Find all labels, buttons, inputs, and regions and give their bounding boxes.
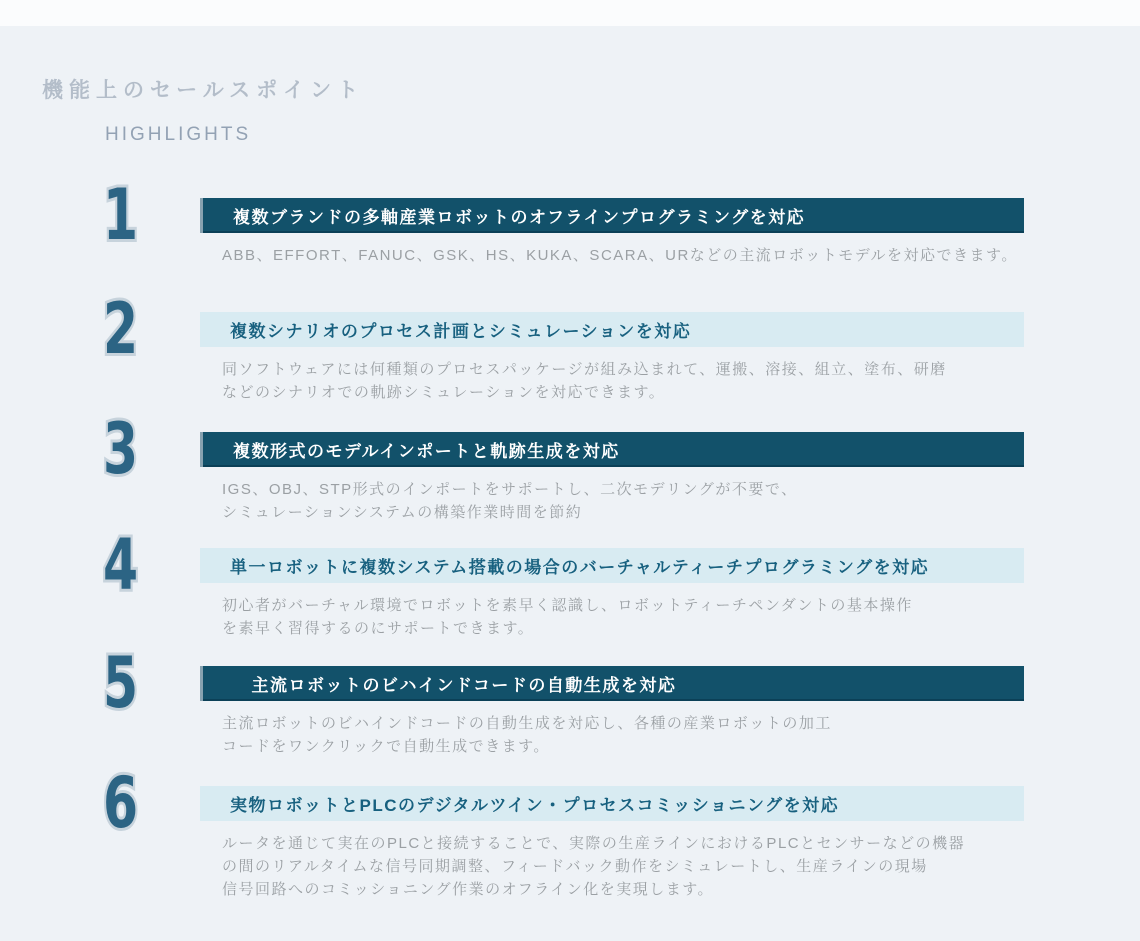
- item-heading: 複数シナリオのプロセス計画とシミュレーションを対応: [230, 322, 692, 341]
- item-body-line: 初心者がバーチャル環境でロボットを素早く認識し、ロボットティーチペンダントの基本操作: [222, 597, 913, 614]
- item-heading-bar: [200, 312, 1024, 347]
- item-body: [200, 712, 1060, 758]
- item-body-line: 同ソフトウェアには何種類のプロセスパッケージが組み込まれて、運搬、溶接、組立、塗布、研磨: [222, 361, 947, 378]
- item-heading-bar: [200, 198, 1024, 233]
- item-body: [200, 358, 1060, 404]
- item-heading-bar: [200, 548, 1024, 583]
- item-number: 1: [103, 174, 139, 256]
- item-content: [200, 432, 1060, 524]
- item-body-line: 主流ロボットのビハインドコードの自動生成を対応し、各種の産業ロボットの加工: [222, 715, 832, 732]
- item-content: [200, 786, 1060, 901]
- item-heading: 主流ロボットのビハインドコードの自動生成を対応: [233, 676, 677, 695]
- item-content: [200, 198, 1060, 267]
- item-content: [200, 548, 1060, 640]
- page-title: 機能上のセールスポイント: [42, 79, 365, 102]
- item-heading: 単一ロボットに複数システム搭載の場合のバーチャルティーチプログラミングを対応: [230, 558, 930, 577]
- item-body: [200, 244, 1060, 267]
- page-subtitle: HIGHLIGHTS: [105, 124, 252, 145]
- item-body-line: などのシナリオでの軌跡シミュレーションを対応できます。: [222, 384, 666, 401]
- item-body: [200, 478, 1060, 524]
- item-body-line: を素早く習得するのにサポートできます。: [222, 620, 535, 637]
- item-heading: 複数形式のモデルインポートと軌跡生成を対応: [233, 442, 620, 461]
- item-number: 2: [103, 288, 139, 370]
- item-body-line: シミュレーションシステムの構築作業時間を節約: [222, 504, 583, 521]
- item-content: [200, 666, 1060, 758]
- item-heading-bar: [200, 666, 1024, 701]
- item-body: [200, 832, 1060, 901]
- item-body-line: ABB、EFFORT、FANUC、GSK、HS、KUKA、SCARA、URなどの主流ロボットモデルを対応できます。: [222, 247, 1018, 264]
- item-content: [200, 312, 1060, 404]
- item-body-line: 信号回路へのコミッショニング作業のオフライン化を実現します。: [222, 881, 715, 898]
- item-number: 4: [103, 524, 139, 606]
- item-heading: 複数ブランドの多軸産業ロボットのオフラインプログラミングを対応: [233, 208, 806, 227]
- item-number: 5: [103, 642, 139, 724]
- item-body-line: ルータを通じて実在のPLCと接続することで、実際の生産ラインにおけるPLCとセンサーなどの機器: [222, 835, 966, 852]
- item-heading-bar: [200, 432, 1024, 467]
- item-number: 6: [103, 762, 139, 844]
- item-body-line: IGS、OBJ、STP形式のインポートをサポートし、二次モデリングが不要で、: [222, 481, 798, 498]
- item-number: 3: [103, 408, 139, 490]
- item-body-line: コードをワンクリックで自動生成できます。: [222, 738, 550, 755]
- item-body-line: の間のリアルタイムな信号同期調整、フィードバック動作をシミュレートし、生産ラインの現場: [222, 858, 928, 875]
- item-heading: 実物ロボットとPLCのデジタルツイン・プロセスコミッショニングを対応: [230, 796, 840, 815]
- item-body: [200, 594, 1060, 640]
- item-heading-bar: [200, 786, 1024, 821]
- top-band: [0, 0, 1140, 26]
